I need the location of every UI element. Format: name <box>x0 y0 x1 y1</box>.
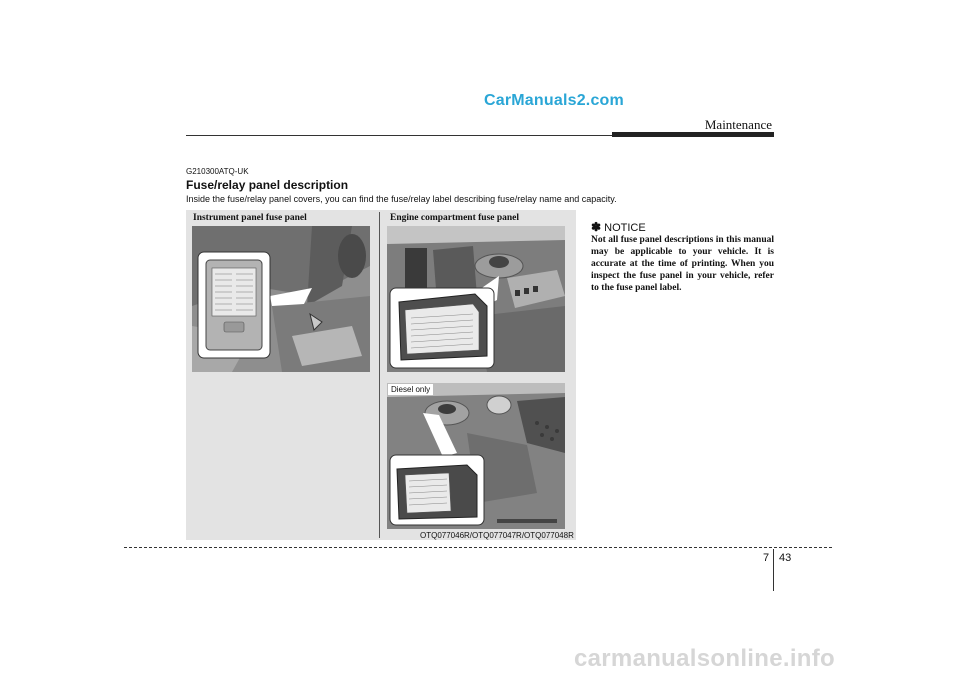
header-bar <box>612 132 774 137</box>
section-header: Maintenance <box>704 117 772 132</box>
footer-rule <box>124 547 832 548</box>
notice-body: Not all fuse panel descriptions in this manual may be applicable to your vehicle. It is accurate at the time of printing. When you inspect the fuse panel in your vehicle, refer to the fuse panel label. <box>591 235 774 293</box>
watermark-footer: carmanualsonline.info <box>574 645 836 672</box>
instrument-panel-photo <box>192 226 370 372</box>
page-divider <box>773 549 774 591</box>
figure-code: OTQ077046R/OTQ077047R/OTQ077048R <box>420 531 574 540</box>
notice-symbol: ✽ <box>591 220 602 234</box>
engine-compartment-photo <box>387 226 565 372</box>
watermark-logo: CarManuals2.com <box>484 92 624 109</box>
figure-divider <box>379 212 380 538</box>
notice-heading-text: NOTICE <box>604 222 646 234</box>
diesel-only-label: Diesel only <box>388 384 433 395</box>
diesel-engine-photo <box>387 383 565 529</box>
chapter-number: 7 <box>763 552 770 564</box>
page-title: Fuse/relay panel description <box>186 178 349 192</box>
notice-heading <box>591 220 646 234</box>
doc-code: G210300ATQ-UK <box>186 167 249 176</box>
intro-text: Inside the fuse/relay panel covers, you can find the fuse/relay label describing fuse/relay name and capacity. <box>186 194 617 204</box>
header-rule <box>186 135 612 136</box>
page-number: 43 <box>779 552 792 564</box>
caption-engine-compartment: Engine compartment fuse panel <box>390 213 520 223</box>
caption-instrument-panel: Instrument panel fuse panel <box>193 213 307 223</box>
